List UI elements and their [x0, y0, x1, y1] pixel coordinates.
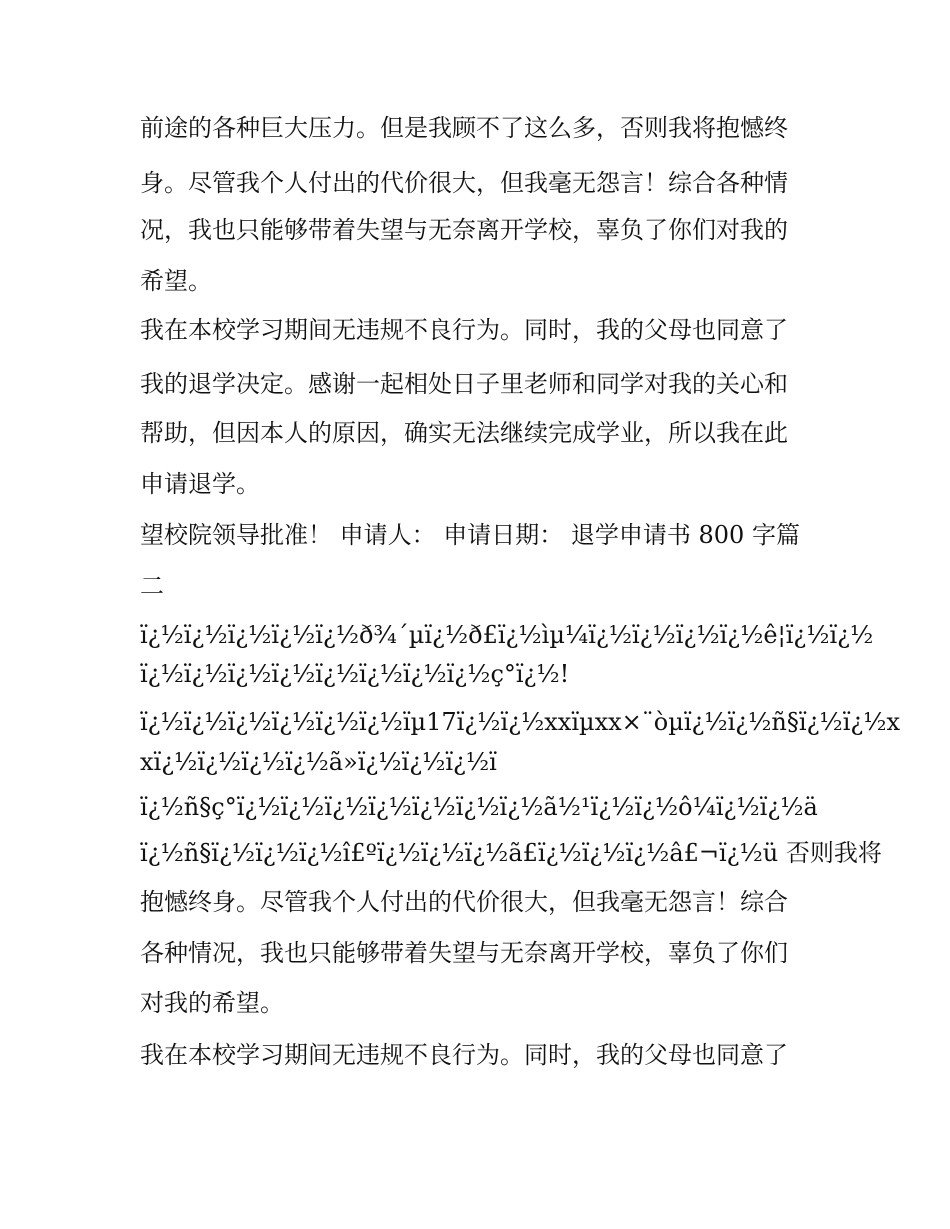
- text-line: 抱憾终身。尽管我个人付出的代价很大，但我毫无怨言！综合: [140, 888, 788, 916]
- text-line: 对我的希望。: [140, 989, 284, 1017]
- text-line: 前途的各种巨大压力。但是我顾不了这么多，否则我将抱憾终: [140, 114, 788, 142]
- text-line: ï¿½ï¿½ï¿½ï¿½ï¿½ï¿½ï¿½ï¿½ç°ï¿½!: [140, 660, 570, 688]
- text-line: 况，我也只能够带着失望与无奈离开学校，辜负了你们对我的: [140, 216, 788, 244]
- text-line: 望校院领导批准！ 申请人： 申请日期： 退学申请书 800 字篇: [140, 521, 800, 549]
- text-line: 身。尽管我个人付出的代价很大，但我毫无怨言！综合各种情: [140, 169, 788, 197]
- text-line: 各种情况，我也只能够带着失望与无奈离开学校，辜负了你们: [140, 939, 788, 967]
- text-line: ï¿½ï¿½ï¿½ï¿½ï¿½ï¿½ïµ17ï¿½ï¿½xxïµxx×¨òµï¿½ï¿½ñ§ï¿½ï¿½x: [140, 708, 901, 736]
- text-line: 我在本校学习期间无违规不良行为。同时，我的父母也同意了: [140, 1041, 788, 1069]
- text-line: 希望。: [140, 267, 212, 295]
- text-line: ï¿½ï¿½ï¿½ï¿½ï¿½ð¾´µï¿½ð£ï¿½ìµ¼ï¿½ï¿½ï¿½ï¿½ê¦ï¿½ï¿½: [140, 621, 874, 649]
- text-line: 我在本校学习期间无违规不良行为。同时，我的父母也同意了: [140, 316, 788, 344]
- text-line: 申请退学。: [140, 470, 260, 498]
- text-line: ï¿½ñ§ç°ï¿½ï¿½ï¿½ï¿½ï¿½ï¿½ï¿½ã½¹ï¿½ï¿½ô¼ï¿½ï¿½ä: [140, 793, 818, 821]
- text-line: 二: [140, 572, 164, 600]
- text-line: 我的退学决定。感谢一起相处日子里老师和同学对我的关心和: [140, 370, 788, 398]
- text-line: ï¿½ñ§ï¿½ï¿½ï¿½î£ºï¿½ï¿½ï¿½ã£ï¿½ï¿½ï¿½â£¬ï¿½ü 否则我将: [140, 839, 882, 867]
- text-line: 帮助，但因本人的原因，确实无法继续完成学业，所以我在此: [140, 419, 788, 447]
- text-line: xï¿½ï¿½ï¿½ï¿½ã»ï¿½ï¿½ï¿½ï: [140, 748, 497, 776]
